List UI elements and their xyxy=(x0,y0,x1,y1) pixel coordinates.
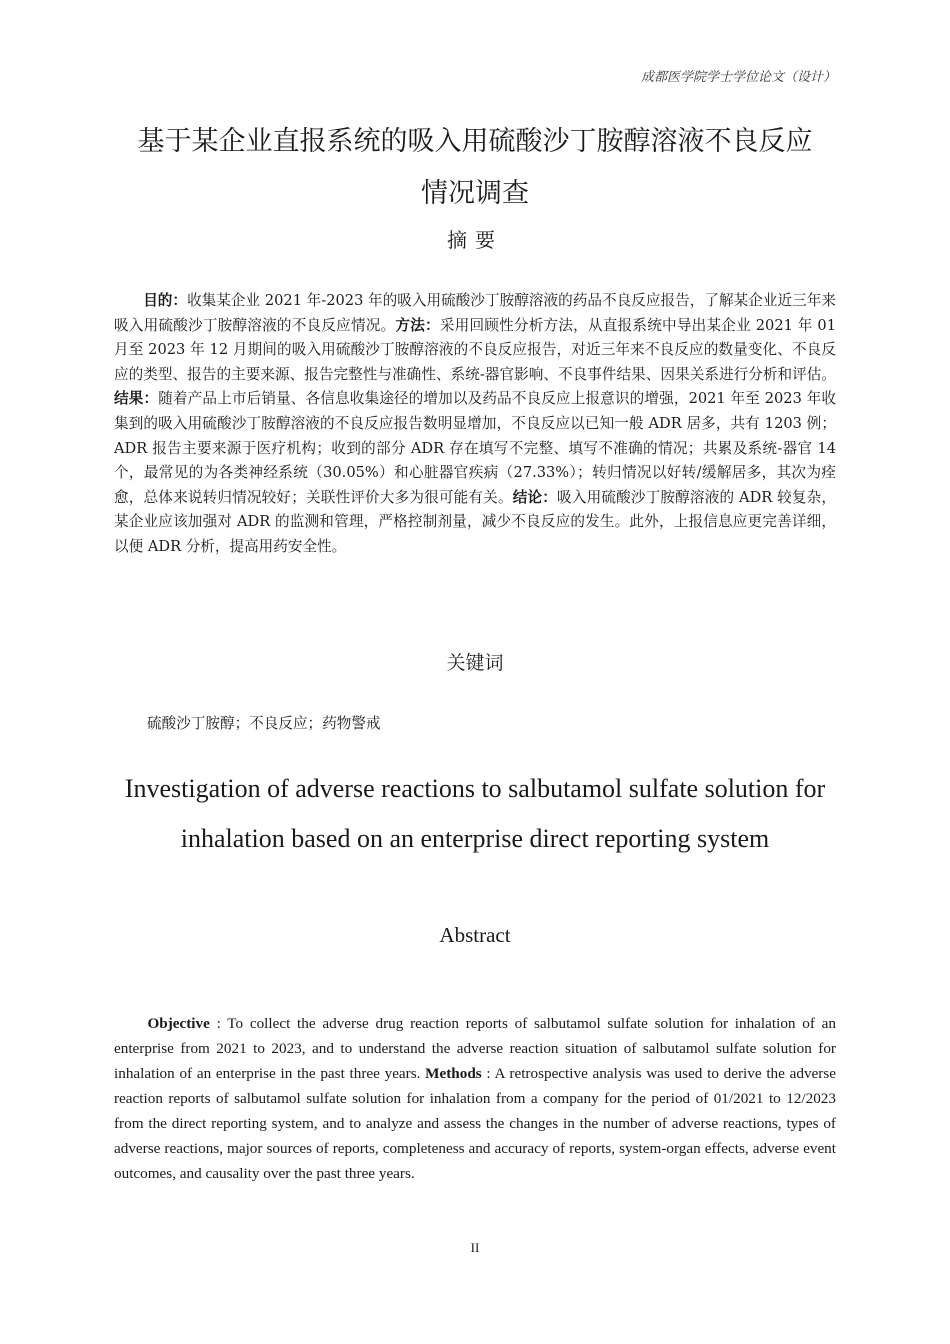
objective-text-cn: 收集某企业 2021 年-2023 年的吸入用硫酸沙丁胺醇溶液的药品不良反应报告，了解某企业近三年来吸入用硫酸沙丁胺醇溶液的不良反应情况。 xyxy=(114,292,836,334)
chinese-abstract-heading: 摘要 xyxy=(447,228,503,252)
running-header: 成都医学院学士学位论文（设计） xyxy=(640,70,836,85)
chinese-title xyxy=(100,116,850,220)
objective-label-cn: 目的： xyxy=(143,292,188,309)
methods-label-en: Methods xyxy=(425,1065,482,1082)
methods-label-cn: 方法： xyxy=(395,316,440,334)
english-title-line-2: inhalation based on an enterprise direct reporting system xyxy=(180,824,770,853)
english-abstract-heading: Abstract xyxy=(439,923,511,947)
english-title xyxy=(80,764,870,864)
conclusion-label-cn: 结论： xyxy=(512,488,558,506)
methods-text-en: : A retrospective analysis was used to derive the adverse reaction reports of salbutamol sulfate solution for inhalation from a company for the period of 01/2021 to 12/2023 from the direct reporting system, and to analyze and assess the changes in the number of adverse reactions, types of adverse reactions, major sources of reports, completeness and accuracy of reports, system-organ effects, adverse event outcomes, and causality over the past three years. xyxy=(114,1065,836,1182)
chinese-title-line-1: 基于某企业直报系统的吸入用硫酸沙丁胺醇溶液不良反应 xyxy=(137,126,813,157)
objective-text-en: : To collect the adverse drug reaction reports of salbutamol sulfate solution for inhalation of an enterprise from 2021 to 2023, and to understand the adverse reaction situation of salbutamol sulfate solution for inhalation of an enterprise in the past three years. xyxy=(114,1015,836,1082)
chinese-title-line-2: 情况调查 xyxy=(421,178,529,209)
results-label-cn: 结果： xyxy=(114,390,159,408)
chinese-abstract-body xyxy=(114,289,836,560)
english-title-line-1: Investigation of adverse reactions to salbutamol sulfate solution for xyxy=(124,774,826,803)
english-abstract-body xyxy=(114,1011,836,1186)
keywords-list: 硫酸沙丁胺醇；不良反应；药物警戒 xyxy=(147,715,381,732)
results-text-cn: 随着产品上市后销量、各信息收集途径的增加以及药品不良反应上报意识的增强，2021 年至 2023 年收集到的吸入用硫酸沙丁胺醇溶液的不良反应报告数明显增加，不良反应以已知一般 ADR 居多，共有 1203 例；ADR 报告主要来源于医疗机构；收到的部分 ADR 存在填写不完整、填写不准确的情况；共累及系统-器官 14 个，最常见的为各类神经系统（30.05%）和心脏器官疾病（27.33%）；转归情况以好转/缓解居多，其次为痊愈，总体来说转归情况较好；关联性评价大多为很可能有关。 xyxy=(114,390,836,506)
conclusion-text-cn: 吸入用硫酸沙丁胺醇溶液的 ADR 较复杂，某企业应该加强对 ADR 的监测和管理，严格控制剂量，减少不良反应的发生。此外，上报信息应更完善详细，以便 ADR 分析，提高用药安全性。 xyxy=(114,488,836,555)
objective-label-en: Objective xyxy=(147,1015,210,1032)
keywords-heading: 关键词 xyxy=(446,652,504,674)
page-number: II xyxy=(470,1240,480,1255)
methods-text-cn: 采用回顾性分析方法，从直报系统中导出某企业 2021 年 01 月至 2023 年 12 月期间的吸入用硫酸沙丁胺醇溶液的不良反应报告，对近三年来不良反应的数量变化、不良反应的类型、报告的主要来源、报告完整性与准确性、系统-器官影响、不良事件结果、因果关系进行分析和评估。 xyxy=(114,316,836,383)
